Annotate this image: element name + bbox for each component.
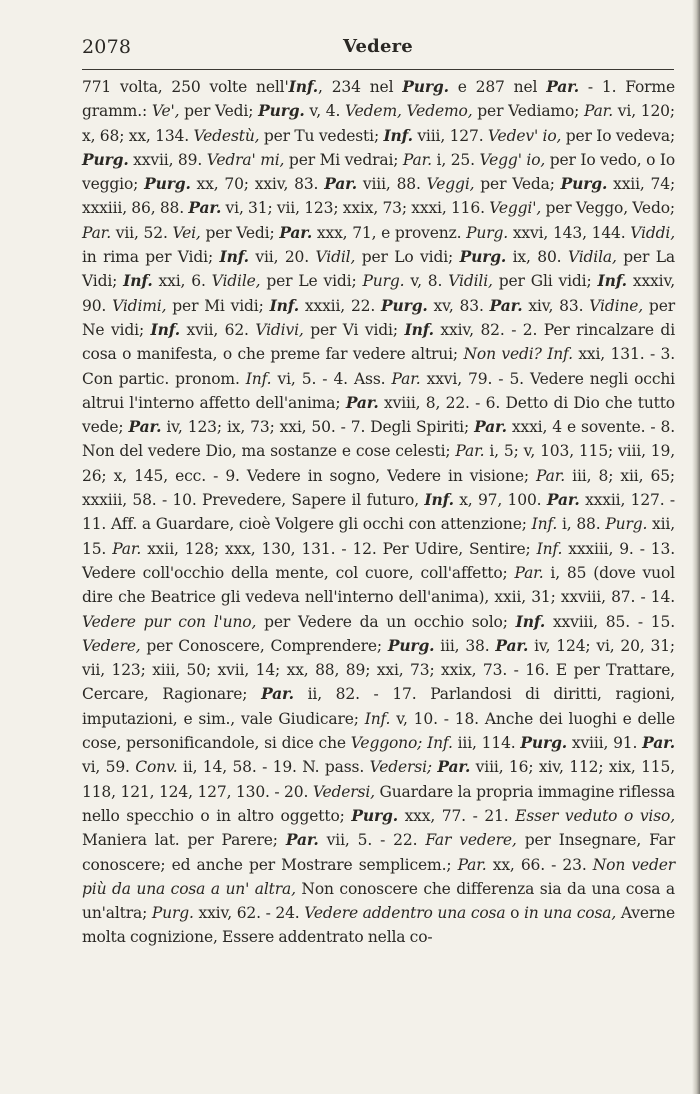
italic-term: Purg. bbox=[151, 904, 194, 923]
text-run: ii, 82. - 17. Parlandosi di diritti, ragioni, imputazioni, e sim., vale Giudicare; bbox=[82, 685, 675, 728]
text-run: xxxii, 127. - 11. Aff. a Guardare, cioè Volgere gli occhi con attenzione; bbox=[82, 491, 676, 534]
work-abbreviation: Inf. bbox=[424, 490, 454, 510]
text-run: per Vedi; bbox=[179, 102, 259, 121]
text-run: xxxi, 4 e sovente. - 8. Non del vedere Dio, ma sostanze e cose celesti; bbox=[82, 418, 675, 461]
italic-term: Purg. bbox=[605, 515, 648, 534]
work-abbreviation: Par. bbox=[489, 295, 523, 315]
italic-term: Par. bbox=[402, 150, 432, 169]
text-run: i, 85 (dove vuol dire che Beatrice gli vedeva nell'interno dell'anima), xxii, 31; xxviii, 87. - 14. bbox=[82, 563, 675, 607]
work-abbreviation: Par. bbox=[546, 77, 580, 96]
text-run: i, 5; v, 103, 115; viii, 19, 26; x, 145, ecc. - 9. Vedere in sogno, Vedere in visione; bbox=[82, 442, 675, 485]
italic-term: Inf. bbox=[531, 515, 558, 534]
text-run: e 287 nel bbox=[448, 78, 547, 96]
text-run: per Io vedo, o Io veggio; bbox=[82, 150, 676, 194]
text-run: vi, 31; vii, 123; xxix, 73; xxxi, 116. bbox=[221, 199, 490, 218]
text-run: xxxiv, 90. bbox=[82, 272, 675, 315]
italic-term: Veggi, bbox=[426, 175, 475, 194]
text-run: xxi, 131. - 3. Con partic. pronom. bbox=[82, 345, 675, 388]
work-abbreviation: Purg. bbox=[520, 733, 567, 753]
text-run: xxxii, 22. bbox=[299, 296, 382, 315]
italic-term: Non vedi? Inf. bbox=[463, 345, 573, 364]
text-run: in rima per Vidi; bbox=[82, 248, 220, 267]
text-run: i, 25. bbox=[431, 150, 480, 169]
text-run: xviii, 8, 22. - 6. Detto di Dio che tutto vede; bbox=[82, 393, 675, 437]
work-abbreviation: Purg. bbox=[258, 101, 305, 121]
italic-term: Par. bbox=[514, 563, 544, 582]
text-run: vi, 59. bbox=[82, 758, 136, 777]
text-run: vi, 5. - 4. Ass. bbox=[271, 369, 392, 388]
text-run: vii, 52. bbox=[111, 223, 173, 242]
work-abbreviation: Purg. bbox=[381, 295, 428, 315]
text-run: iv, 124; vi, 20, 31; vii, 123; xiii, 50; xvii, 14; xx, 88, 89; xxi, 73; xxix, 73. - 16. E per Trattare, Cercare, Ragionare; bbox=[82, 636, 675, 704]
italic-term: Vegg' io, bbox=[479, 150, 546, 169]
page-edge-shadow bbox=[692, 0, 700, 1094]
work-abbreviation: Par. bbox=[261, 684, 294, 704]
text-run: Non conoscere che differenza sia da una cosa a un'altra; bbox=[82, 879, 675, 923]
work-abbreviation: Inf. bbox=[219, 247, 249, 267]
text-run: per Tu vedesti; bbox=[259, 126, 384, 145]
text-run: per Vediamo; bbox=[472, 102, 584, 121]
text-run: per Insegnare, Far conoscere; ed anche per Mostrare semplicem.; bbox=[82, 831, 675, 874]
text-run: iii, 8; xii, 65; xxxiii, 58. - 10. Prevedere, Sapere il futuro, bbox=[82, 466, 675, 510]
italic-term: Esser veduto o viso, bbox=[515, 806, 675, 825]
italic-term: Vidil, bbox=[315, 248, 356, 267]
work-abbreviation: Par. bbox=[345, 392, 379, 412]
text-run: xx, 70; xxiv, 83. bbox=[190, 175, 325, 194]
text-run: xviii, 91. bbox=[567, 734, 643, 753]
italic-term: Vedere pur con l'uno, bbox=[82, 612, 257, 631]
work-abbreviation: Par. bbox=[642, 733, 675, 753]
work-abbreviation: Par. bbox=[285, 830, 319, 850]
work-abbreviation: Par. bbox=[474, 417, 507, 437]
text-run: per La Vidi; bbox=[82, 248, 675, 291]
text-run: per Io vedeva; bbox=[561, 126, 676, 145]
work-abbreviation: Par. bbox=[279, 222, 313, 242]
work-abbreviation: Purg. bbox=[82, 149, 129, 169]
text-run: xxxiii, 9. - 13. Vedere coll'occhio della mente, col cuore, coll'affetto; bbox=[82, 539, 675, 582]
italic-term: Par. bbox=[457, 855, 487, 874]
italic-term: Inf. bbox=[245, 369, 272, 388]
text-run: xxvi, 79. - 5. Vedere negli occhi altrui l'interno affetto dell'anima; bbox=[82, 369, 675, 412]
text-run: vii, 20. bbox=[248, 248, 316, 267]
text-run: xxii, 128; xxx, 130, 131. - 12. Per Udire, Sentire; bbox=[141, 539, 537, 558]
italic-term: Vidile, bbox=[211, 272, 261, 291]
text-run: per Gli vidi; bbox=[492, 272, 598, 291]
italic-term: Vidimi, bbox=[112, 296, 167, 315]
text-run: viii, 88. bbox=[357, 175, 427, 194]
text-run: v, 10. - 18. Anche dei luoghi e delle cose, personificandole, si dice che bbox=[82, 709, 675, 753]
text-run: , 234 nel bbox=[318, 78, 403, 96]
text-run: x, 97, 100. bbox=[453, 491, 547, 510]
italic-term: Vedersi, bbox=[312, 782, 375, 801]
work-abbreviation: Inf. bbox=[383, 125, 413, 145]
work-abbreviation: Inf. bbox=[515, 611, 546, 631]
text-run: xxviii, 85. - 15. bbox=[545, 612, 675, 631]
text-run: xxx, 77. - 21. bbox=[397, 806, 516, 825]
text-run: xxii, 74; xxxiii, 86, 88. bbox=[82, 175, 676, 218]
work-abbreviation: Par. bbox=[128, 417, 162, 437]
work-abbreviation: Purg. bbox=[459, 247, 507, 267]
text-run: - 1. Forme gramm.: bbox=[82, 78, 675, 121]
work-abbreviation: Purg. bbox=[351, 805, 398, 825]
italic-term: Vedere, bbox=[82, 636, 141, 655]
work-abbreviation: Inf. bbox=[123, 271, 153, 291]
text-run: xxiv, 82. - 2. Per rincalzare di cosa o manifesta, o che preme far vedere altrui; bbox=[82, 320, 676, 364]
italic-term: Vidili, bbox=[448, 272, 493, 291]
work-abbreviation: Par. bbox=[546, 490, 580, 510]
italic-term: Par. bbox=[112, 539, 142, 558]
page-header bbox=[82, 36, 674, 62]
italic-term: Par. bbox=[455, 442, 485, 461]
italic-term: Veggono; bbox=[350, 734, 423, 753]
work-abbreviation: Inf. bbox=[288, 77, 319, 96]
text-run: per Ne vidi; bbox=[82, 296, 675, 339]
text-run: Maniera lat. per Parere; bbox=[82, 831, 286, 850]
italic-term: Vedev' io, bbox=[487, 126, 562, 145]
text-run: v, 4. bbox=[304, 102, 346, 121]
work-abbreviation: Inf. bbox=[597, 271, 627, 291]
text-run: per Veggo, Vedo; bbox=[541, 199, 675, 218]
text-run: o bbox=[505, 904, 524, 923]
text-run: per Mi vedrai; bbox=[284, 150, 403, 169]
work-abbreviation: Par. bbox=[324, 174, 358, 194]
dictionary-entry-text bbox=[82, 75, 675, 950]
work-abbreviation: Purg. bbox=[402, 77, 449, 96]
work-abbreviation: Inf. bbox=[150, 319, 180, 339]
text-run: Averne molta cognizione, Essere addentrato nella co- bbox=[82, 904, 675, 947]
text-run: xxvi, 143, 144. bbox=[508, 223, 631, 242]
text-run: xxvii, 89. bbox=[128, 150, 207, 169]
work-abbreviation: Par. bbox=[437, 757, 471, 777]
italic-term: Vedere addentro una cosa bbox=[304, 904, 506, 923]
text-run: xiv, 83. bbox=[522, 296, 590, 315]
italic-term: Veggi', bbox=[489, 199, 542, 218]
italic-term: Conv. bbox=[135, 758, 178, 777]
text-run: per Vedi; bbox=[200, 223, 280, 242]
italic-term: Vedestù, bbox=[193, 126, 260, 145]
text-run: ix, 80. bbox=[506, 248, 568, 267]
page-number: 2078 bbox=[82, 36, 132, 58]
work-abbreviation: Par. bbox=[188, 198, 222, 218]
text-run: per Le vidi; bbox=[260, 272, 363, 291]
italic-term: Vedem, Vedemo, bbox=[345, 102, 473, 121]
text-run: iii, 114. bbox=[452, 734, 521, 753]
text-run: Guardare la propria immagine riflessa nello specchio o in altro oggetto; bbox=[82, 782, 675, 825]
text-run: xx, 66. - 23. bbox=[486, 855, 593, 874]
italic-term: Par. bbox=[536, 466, 566, 485]
text-run: xv, 83. bbox=[427, 296, 490, 315]
text-run: xvii, 62. bbox=[179, 320, 256, 339]
work-abbreviation: Purg. bbox=[560, 174, 608, 194]
text-run: iv, 123; ix, 73; xxi, 50. - 7. Degli Spiriti; bbox=[161, 418, 475, 437]
italic-term: Vidivi, bbox=[255, 320, 304, 339]
text-run: per Vi vidi; bbox=[303, 320, 405, 339]
italic-term: Par. bbox=[391, 369, 421, 388]
text-run: xxiv, 62. - 24. bbox=[193, 904, 305, 923]
italic-term: Vidine, bbox=[589, 296, 644, 315]
italic-term: Inf. bbox=[364, 709, 391, 728]
italic-term: Vei, bbox=[172, 223, 201, 242]
work-abbreviation: Inf. bbox=[404, 319, 434, 339]
work-abbreviation: Inf. bbox=[269, 295, 300, 315]
italic-term: Purg. bbox=[362, 272, 405, 291]
text-run: xii, 15. bbox=[82, 515, 676, 558]
text-run: xxi, 6. bbox=[152, 272, 212, 291]
text-run: per Vedere da un occhio solo; bbox=[256, 612, 516, 631]
italic-term: Inf. bbox=[427, 734, 453, 753]
text-run: i, 88. bbox=[557, 515, 606, 534]
italic-term: Par. bbox=[584, 102, 614, 121]
italic-term: Vidila, bbox=[567, 248, 617, 267]
italic-term: Far vedere, bbox=[425, 831, 517, 850]
text-run: 771 volta, 250 volte nell' bbox=[82, 78, 289, 96]
italic-term: Ve', bbox=[151, 102, 180, 121]
text-run: xxx, 71, e provenz. bbox=[312, 223, 467, 242]
text-run: per Mi vidi; bbox=[166, 296, 270, 315]
italic-term: Purg. bbox=[466, 223, 509, 242]
work-abbreviation: Par. bbox=[495, 635, 529, 655]
text-run: per Veda; bbox=[474, 175, 561, 194]
text-run: viii, 127. bbox=[412, 126, 488, 145]
work-abbreviation: Purg. bbox=[144, 174, 191, 194]
text-run: vi, 120; x, 68; xx, 134. bbox=[82, 102, 675, 145]
header-rule bbox=[82, 69, 674, 70]
work-abbreviation: Purg. bbox=[387, 635, 435, 655]
italic-term: Vedersi; bbox=[369, 758, 432, 777]
italic-term: Vedra' mi, bbox=[206, 150, 285, 169]
italic-term: Viddi, bbox=[630, 223, 675, 242]
text-run: per Conoscere, Comprendere; bbox=[140, 636, 388, 655]
text-run: ii, 14, 58. - 19. N. pass. bbox=[177, 758, 370, 777]
text-run: iii, 38. bbox=[434, 636, 496, 655]
running-head: Vedere bbox=[343, 36, 413, 57]
text-run: v, 8. bbox=[404, 272, 449, 291]
italic-term: Non veder più da una cosa a un' altra, bbox=[82, 855, 675, 898]
text-run: viii, 16; xiv, 112; xix, 115, 118, 121, 124, 127, 130. - 20. bbox=[82, 758, 675, 801]
text-run: vii, 5. - 22. bbox=[318, 831, 426, 850]
italic-term: Par. bbox=[82, 223, 112, 242]
text-run: per Lo vidi; bbox=[355, 248, 460, 267]
italic-term: in una cosa, bbox=[523, 904, 617, 923]
italic-term: Inf. bbox=[536, 539, 563, 558]
